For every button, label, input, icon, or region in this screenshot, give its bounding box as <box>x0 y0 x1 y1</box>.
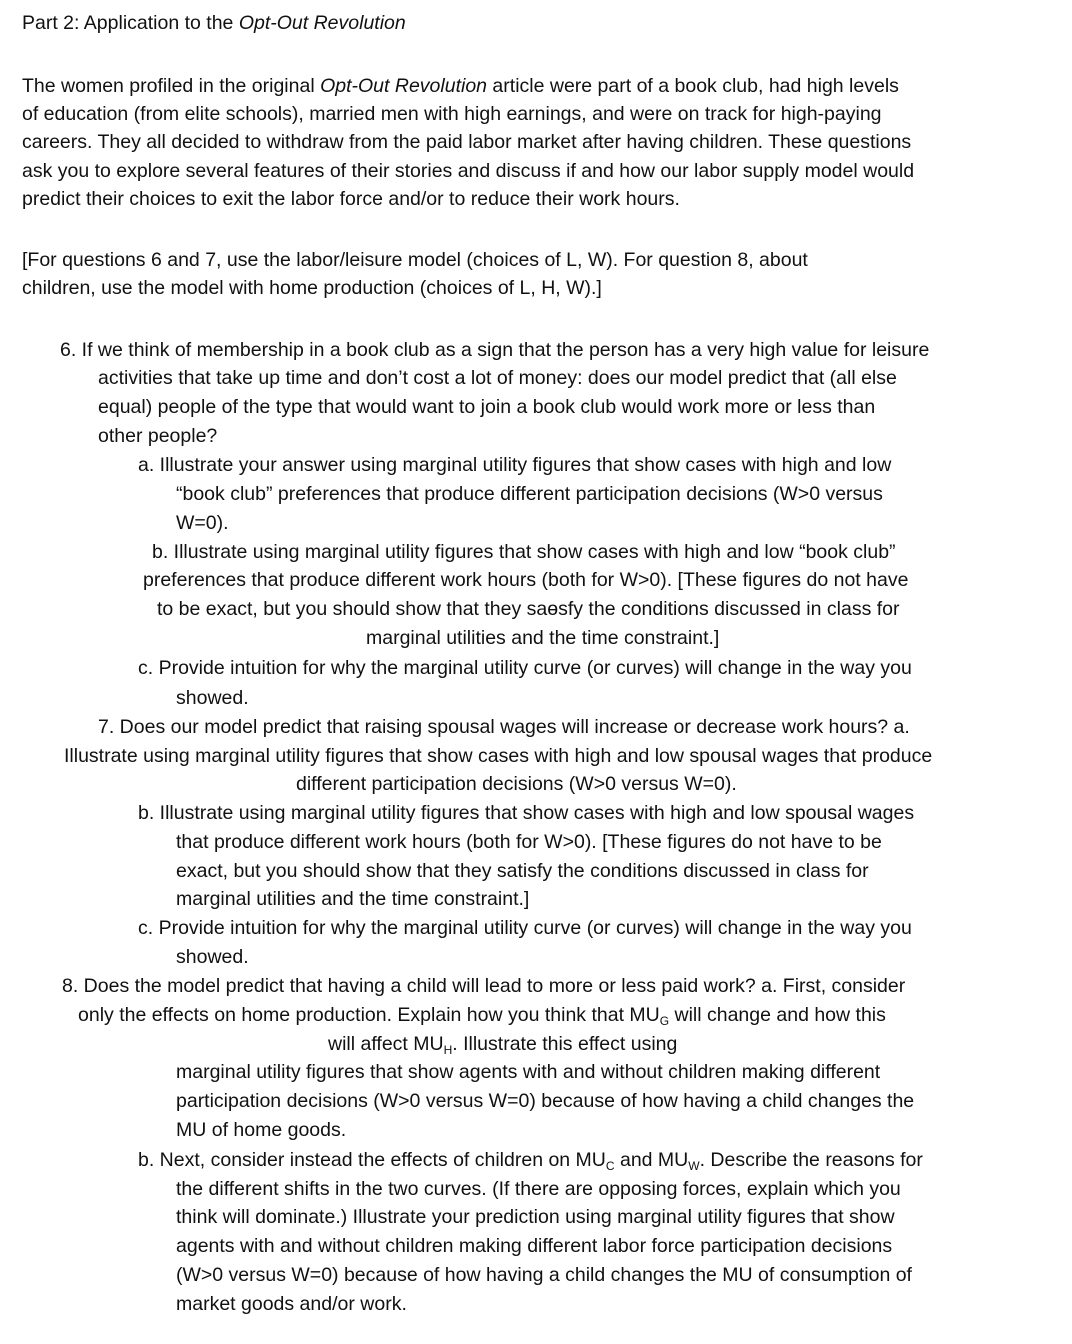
q6b-line-4: marginal utilities and the time constraint.] <box>366 627 720 649</box>
note-line-1: [For questions 6 and 7, use the labor/leisure model (choices of L, W). For question 8, about <box>22 249 808 271</box>
q6b-line-3: to be exact, but you should show that they saɵsfy the conditions discussed in class for <box>157 598 900 620</box>
q7b-line-2: that produce different work hours (both for W>0). [These figures do not have to be <box>176 831 882 853</box>
article-title: Opt-Out Revolution <box>238 12 406 34</box>
intro-line-5: predict their choices to exit the labor force and/or to reduce their work hours. <box>22 188 680 210</box>
q6c-line-1: c. Provide intuition for why the marginal utility curve (or curves) will change in the way you <box>138 657 912 679</box>
q8-line-3: will affect $MU_H$. Illustrate this effect using <box>328 1033 678 1057</box>
intro-line-4: ask you to explore several features of their stories and discuss if and how our labor supply model would <box>22 160 915 182</box>
q8b-line-3: think will dominate.) Illustrate your prediction using marginal utility figures that show <box>176 1206 895 1228</box>
q6a-line-1: a. Illustrate your answer using marginal utility figures that show cases with high and low <box>138 454 892 476</box>
q8b-line-4: agents with and without children making different labor force participation decisions <box>176 1235 893 1257</box>
q6b-line-2: preferences that produce different work hours (both for W>0). [These figures do not have <box>143 569 909 591</box>
note-line-2: children, use the model with home production (choices of L, H, W).] <box>22 277 602 299</box>
q6a-line-3: W=0). <box>176 512 229 534</box>
q8b-line-6: market goods and/or work. <box>176 1293 407 1315</box>
q7-line-2: Illustrate using marginal utility figures that show cases with high and low spousal wages that produce <box>64 745 933 767</box>
q8-line-2: only the effects on home production. Explain how you think that $MU_G$ will change and how this <box>78 1004 886 1028</box>
intro-line-2: of education (from elite schools), married men with high earnings, and were on track for high-paying <box>22 103 882 125</box>
q8a-line-2: participation decisions (W>0 versus W=0) because of how having a child changes the <box>176 1090 915 1112</box>
q7-line-1: 7. Does our model predict that raising spousal wages will increase or decrease work hours? a. <box>98 716 910 738</box>
q6c-line-2: showed. <box>176 687 249 709</box>
q7c-line-1: c. Provide intuition for why the marginal utility curve (or curves) will change in the way you <box>138 917 912 939</box>
page-title: Part 2: Application to the Opt-Out Revolution <box>22 12 406 34</box>
q8a-line-1: marginal utility figures that show agents with and without children making different <box>176 1061 881 1083</box>
intro-line-3: careers. They all decided to withdraw from the paid labor market after having children. These questions <box>22 131 912 153</box>
q8-line-1: 8. Does the model predict that having a child will lead to more or less paid work? a. First, consider <box>62 975 906 997</box>
q7b-line-4: marginal utilities and the time constraint.] <box>176 888 530 910</box>
q6-line-3: equal) people of the type that would want to join a book club would work more or less than <box>98 396 876 418</box>
q7c-line-2: showed. <box>176 946 249 968</box>
q6a-line-2: “book club” preferences that produce different participation decisions (W>0 versus <box>176 483 883 505</box>
q6b-line-1: b. Illustrate using marginal utility figures that show cases with high and low “book club” <box>152 541 896 563</box>
q8b-line-1: b. Next, consider instead the effects of children on $MU_C$ and $MU_W$. Describe the reasons for <box>138 1149 923 1173</box>
q7b-line-1: b. Illustrate using marginal utility figures that show cases with high and low spousal wages <box>138 802 915 824</box>
q6-line-4: other people? <box>98 425 218 447</box>
intro-line-1: The women profiled in the original Opt-Out Revolution article were part of a book club, had high levels <box>22 75 899 97</box>
q8a-line-3: MU of home goods. <box>176 1119 347 1141</box>
q8b-line-5: (W>0 versus W=0) because of how having a child changes the MU of consumption of <box>176 1264 912 1286</box>
q8b-line-2: the different shifts in the two curves. (If there are opposing forces, explain which you <box>176 1178 901 1200</box>
q7-line-3: different participation decisions (W>0 versus W=0). <box>296 773 737 795</box>
q6-line-2: activities that take up time and don’t cost a lot of money: does our model predict that (all else <box>98 367 897 389</box>
q6-line-1: 6. If we think of membership in a book club as a sign that the person has a very high value for leisure <box>60 339 930 361</box>
q7b-line-3: exact, but you should show that they satisfy the conditions discussed in class for <box>176 860 869 882</box>
